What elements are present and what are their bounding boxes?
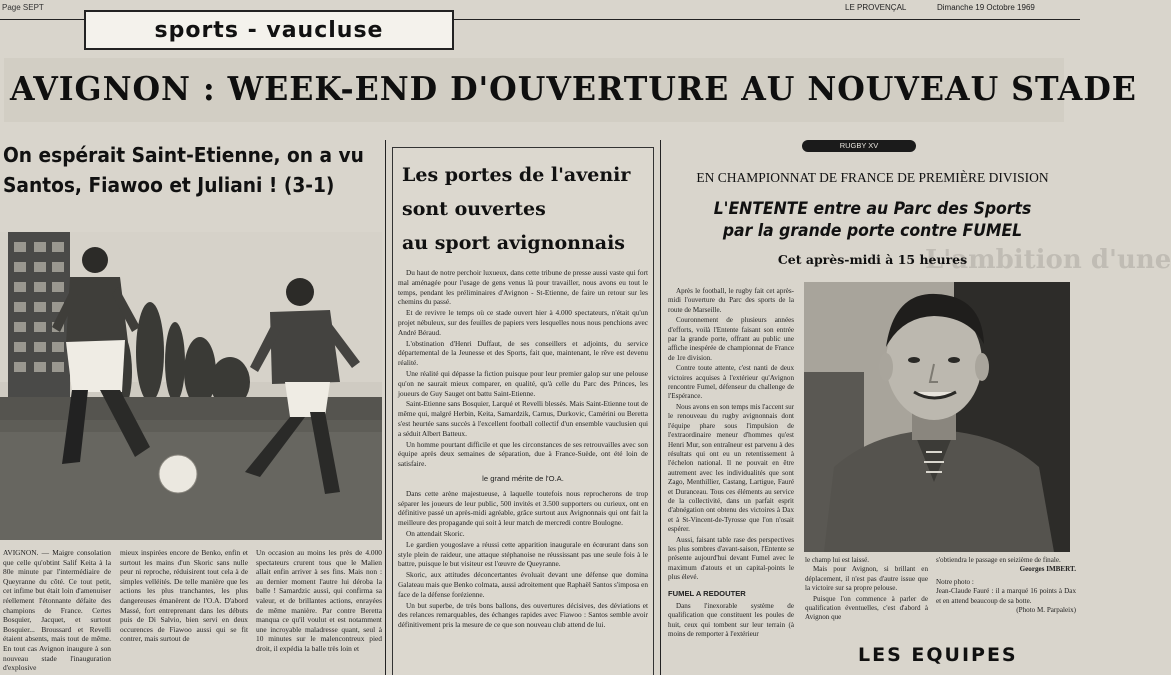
middle-paragraph: On attendait Skoric. <box>406 528 465 538</box>
left-headline-line2: Santos, Fiawoo et Juliani ! (3-1) <box>3 173 335 197</box>
middle-headline-line1: Les portes de l'avenir <box>402 164 631 186</box>
middle-paragraph: Et de revivre le temps où ce stade ouvert hier à 4.000 spectateurs, n'était qu'un projet nébuleux, sur des feuilles de papiers vers lesquelles nous nous penchions avec André Béraud. <box>398 308 648 337</box>
football-photo-image <box>0 232 382 540</box>
photo-caption-title: Notre photo : <box>936 577 974 586</box>
author-signature: Georges IMBERT. <box>1019 565 1076 574</box>
teams-heading: LES EQUIPES <box>858 644 1018 666</box>
middle-paragraph: Skoric, aux attitudes déconcertantes évoluait devant une défense que domina Galateau mais que Benko colmata, aussi adroitement que Raphaël Santos s'imposa en face de la défense forézienne. <box>398 570 648 599</box>
right-headline-line1: L'ENTENTE entre au Parc des Sports <box>713 199 1032 219</box>
middle-paragraph: Le gardien yougoslave a réussi cette apparition inaugurale en écœurant dans son style plein de raideur, une attaque stéphanoise ne réussissant pas une seule fois à le battre, puisque le but visiteur est l'œuvre de Queyranne. <box>398 539 648 569</box>
rugby-paragraph: Couronnement de plusieurs années d'efforts, voilà l'Entente faisant son entrée par la grande porte, offrant au public une affiche inespérée de championnat de France de 1re division. <box>668 316 794 362</box>
newspaper-name: LE PROVENÇAL <box>845 3 907 12</box>
left-headline-line1: On espérait Saint-Etienne, on a vu <box>3 143 364 167</box>
middle-headline-line3: au sport avignonnais <box>402 232 625 254</box>
right-subheadline: Cet après-midi à 15 heures <box>777 252 968 267</box>
middle-headline <box>402 158 652 260</box>
right-headline-line2: par la grande porte contre FUMEL <box>722 221 1023 241</box>
photo-caption: Jean-Claude Fauré : il a marqué 16 points à Dax et en attend beaucoup de sa botte. <box>936 587 1076 605</box>
rugby-paragraph: Dans l'inexorable système de qualification que constituent les poules de huit, ceux qui tombent sur leur terrain (à moins de remporter à l'extérieur <box>668 602 794 639</box>
rugby-article-col3 <box>936 556 1076 636</box>
banner-headline: AVIGNON : WEEK-END D'OUVERTURE AU NOUVEAU STADE <box>10 69 1137 108</box>
middle-paragraph: Un but superbe, de très bons ballons, des ouvertures décisives, des déviations et des relances remarquables, des échanges rapides avec Fiawoo : Santos semble avoir définitivement pris la mesure de ce que son nouveau club attend de lui. <box>398 600 648 630</box>
rugby-player-photo <box>804 282 1070 552</box>
section-title: sports - vaucluse <box>154 18 384 43</box>
football-match-photo <box>0 232 382 540</box>
middle-paragraph: Du haut de notre perchoir luxueux, dans cette tribune de presse aussi vaste qui fort mal aménagée pour l'usage de gens venus là pour travailler, nous avons eu tout le temps, pendant les préliminaires d'Avignon - St-Etienne, de faire un retour sur les chemins du passé. <box>398 268 648 307</box>
right-kicker: EN CHAMPIONNAT DE FRANCE DE PREMIÈRE DIVISION <box>696 170 1049 185</box>
middle-paragraph: L'obstination d'Henri Duffaut, de ses conseillers et adjoints, du service départemental de la Jeunesse et des Sports, fait que, maintenant, le rêve est devenu réalité. <box>398 338 648 368</box>
middle-paragraph: Un homme pourtant difficile et que les circonstances de ses retrouvailles avec son équipe après deux semaines de séparation, due à France-Suède, ont été loin de satisfaire. <box>398 439 648 469</box>
photo-credit: (Photo M. Parpaleix) <box>1016 606 1076 615</box>
rugby-article-col2 <box>805 556 928 636</box>
column-divider <box>385 140 386 675</box>
rugby-tag: RUGBY XV <box>802 140 916 152</box>
middle-paragraph: Une réalité qui dépasse la fiction puisque pour leur premier galop sur une pelouse qu'on ne saurait mieux comparer, en qualité, qu'à celle du Parc des Princes, les joueurs de Guy Sauget ont battu Saint-Etienne. <box>398 368 648 398</box>
middle-headline-line2: sont ouvertes <box>402 198 546 220</box>
page-number: Page SEPT <box>2 3 44 12</box>
left-article-col3: Un occasion au moins les près de 4.000 spectateurs crurent tous que le Malien allait enfin arriver à ses fins. Mais non : au dernier moment l'autre lui déroba la balle ! Samardzic aussi, qui confirma sa valeur, et de brillantes actions, enrayées de même manière. Par contre Beretta manqua ce qu'il voulut et est notamment une incroyable maladresse quant, seul à 10 minutes sur le malencontreux pied droit, il expédia la balle très loin et <box>256 548 382 653</box>
rugby-paragraph: Nous avons en son temps mis l'accent sur le renouveau du rugby avignonnais dont l'équipe phare sous l'impulsion de l'extraordinaire meneur d'hommes qu'est Henri Mur, son entraîneur est parvenu à des résultats qui ont eu un retentissement à l'échelon national. Il ne pouvait en être autrement avec les individualités que sont Zago, Menthillier, Castang, Lartigue, Fauré et Duranceau. Tous ces éléments au service de la collectivité, dans un parfait esprit d'abnégation ont obtenu des victoires à Dax et à St-Vincent-de-Tyrosse que l'on n'osait espérer. <box>668 402 794 534</box>
left-headline <box>3 140 381 200</box>
rugby-paragraph: Contre toute attente, c'est nanti de deux victoires acquises à l'extérieur qu'Avignon rencontre Fumel, défenseur du challenge de l'Espérance. <box>668 364 794 401</box>
rugby-paragraph: Après le football, le rugby fait cet après-midi l'ouverture du Parc des sports de la route de Marseille. <box>668 287 794 314</box>
middle-paragraph: Dans cette arène majestueuse, à laquelle toutefois nous reprocherons de trop séparer les joueurs de leur public, 500 invités et 3.500 supporters ou curieux, ont en définitive passé un après-midi agréable, grâce surtout aux Avignonnais qui ont fait la meilleure des propagande qui soit à leur match de mercredi contre Boulogne. <box>398 488 648 528</box>
rugby-line: le champ lui est laissé. <box>805 556 870 564</box>
right-headline <box>670 198 1075 242</box>
section-title-box <box>84 10 454 50</box>
rugby-article-col1 <box>668 287 794 675</box>
left-article-col2: mieux inspirées encore de Benko, enfin et surtout les mains d'un Skoric sans nulle peur ni reproche, réduisirent tout cela à de simples velléités. De telle manière que les actions les plus tranchantes, les plus dangereuses émanèrent de l'O.A. D'abord Massé, fort entreprenant dans les débuts puis de Di Salvio, bien servi en deux occurences de Fiawoo aussi qui se fit contrer, mais surtout de <box>120 548 248 644</box>
background-bleed-text: L'ambition d'une <box>925 245 1171 275</box>
middle-article-body <box>398 268 648 673</box>
left-article-col1: AVIGNON. — Maigre consolation que celle qu'obtint Salif Keita à la 80e minute par l'intermédiaire de Queyranne du côté. Ce tout petit, cet infime but était loin d'amenuiser réellement l'étonnante défaite des champions de France. Certes Bosquier, Jacquet, et surtout Bosquier... Broussard et Revelli étaient absents, mais tout de même. En tout cas Avignon inaugure à son nouveau stade l'inauguration d'explosive <box>3 548 111 673</box>
rugby-photo-image <box>804 282 1070 552</box>
rugby-paragraph: Mais pour Avignon, si brillant en déplacement, il n'est pas d'autre issue que la victoire sur sa propre pelouse. <box>805 565 928 593</box>
middle-paragraph: Saint-Etienne sans Bosquier, Larqué et Revelli blessés. Mais Saint-Etienne tout de même qui, malgré Herbin, Keita, Samardzik, Carnus, Durkovic, Camérini ou Beretta s'est heurtée sans succès à l'excellent football collectif d'un ensemble vauclusien qui a séduit Albert Batteux. <box>398 399 648 438</box>
rugby-paragraph: Aussi, faisant table rase des perspectives les plus sombres d'avant-saison, l'Entente se présente aujourd'hui devant Fumel avec le maximum d'atouts et un capital-points le plus élevé. <box>668 535 794 582</box>
rugby-line: s'obtiendra le passage en seizième de finale. <box>936 556 1061 564</box>
rugby-subhead: FUMEL A REDOUTER <box>668 588 746 598</box>
middle-subhead: le grand mérite de l'O.A. <box>482 473 564 483</box>
rugby-paragraph: Puisque l'on commence à parler de qualification éventuelles, c'est d'abord à Avignon que <box>805 594 928 622</box>
column-divider <box>660 140 661 675</box>
issue-date: Dimanche 19 Octobre 1969 <box>937 3 1035 12</box>
